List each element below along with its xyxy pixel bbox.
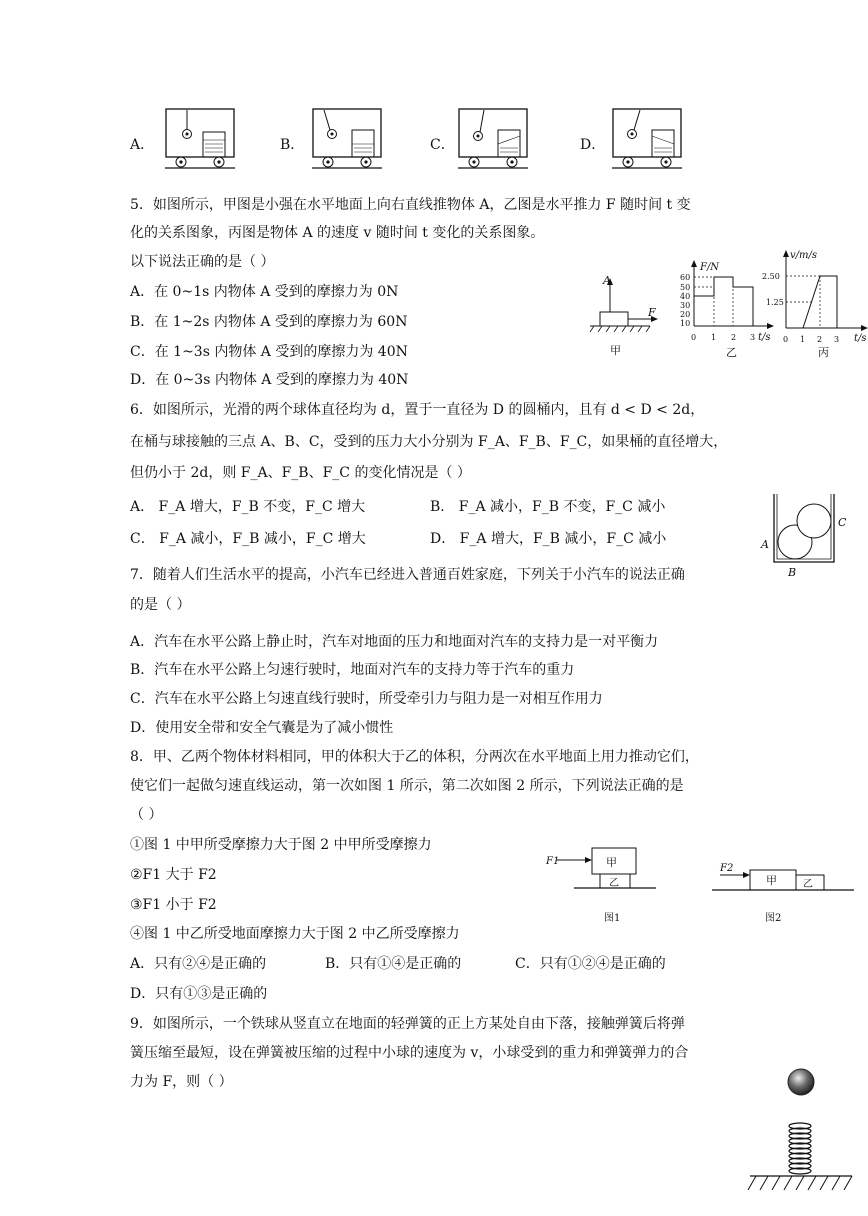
q8-figure-2 xyxy=(710,845,860,925)
q7-option-a[interactable]: A．汽车在水平公路上静止时，汽车对地面的压力和地面对汽车的支持力是一对平衡力 xyxy=(130,634,659,650)
q9-figure-spring xyxy=(746,1066,856,1196)
q7-option-d[interactable]: D．使用安全带和安全气囊是为了减小惯性 xyxy=(130,720,394,736)
q5-yi-ylabel: F/N xyxy=(700,262,720,273)
q8-line-2: 使它们一起做匀速直线运动，第一次如图 1 所示，第二次如图 2 所示，下列说法正确的是 xyxy=(130,778,684,794)
q8-figure-1 xyxy=(544,845,674,925)
q4-option-b[interactable]: B． xyxy=(280,137,305,153)
svg-text:1.25: 1.25 xyxy=(766,298,784,307)
q4-option-c[interactable]: C． xyxy=(430,137,455,153)
q6-option-c[interactable]: C． F_A 减小，F_B 减小，F_C 增大 xyxy=(130,531,366,547)
svg-text:20: 20 xyxy=(680,310,691,319)
q4-figure-d xyxy=(612,108,682,170)
svg-text:2.50: 2.50 xyxy=(762,272,780,281)
q5-jia-caption: 甲 xyxy=(610,344,621,357)
q5-figure-jia xyxy=(588,274,668,358)
q6-label-c: C xyxy=(838,516,847,529)
q6-line-3: 但仍小于 2d，则 F_A、F_B、F_C 的变化情况是（ ） xyxy=(130,465,471,481)
q4-figure-b xyxy=(312,108,382,170)
q4-figure-a xyxy=(165,108,235,170)
q8-fig1-force: F1 xyxy=(546,856,560,867)
q8-option-d[interactable]: D．只有①③是正确的 xyxy=(130,986,268,1002)
q4-option-d[interactable]: D． xyxy=(580,137,606,153)
q6-option-b[interactable]: B． F_A 减小，F_B 不变，F_C 减小 xyxy=(430,499,666,515)
q7-option-b[interactable]: B．汽车在水平公路上匀速行驶时，地面对汽车的支持力等于汽车的重力 xyxy=(130,662,575,678)
q5-option-a[interactable]: A．在 0~1s 内物体 A 受到的摩擦力为 0N xyxy=(130,284,399,300)
q9-line-1: 9．如图所示，一个铁球从竖直立在地面的轻弹簧的正上方某处自由下落，接触弹簧后将弹 xyxy=(130,1016,685,1032)
q6-line-1: 6．如图所示，光滑的两个球体直径均为 d，置于一直径为 D 的圆桶内，且有 d < D < 2d， xyxy=(130,402,705,418)
q5-bing-caption: 丙 xyxy=(818,346,829,359)
svg-text:0: 0 xyxy=(691,333,697,342)
q6-figure-bucket xyxy=(760,492,850,582)
q5-bing-ylabel: v/m/s xyxy=(790,250,818,261)
q8-fig2-caption: 图2 xyxy=(765,913,782,924)
q5-option-d[interactable]: D．在 0~3s 内物体 A 受到的摩擦力为 40N xyxy=(130,372,409,388)
svg-text:2: 2 xyxy=(731,333,737,342)
q4-figure-c xyxy=(458,108,528,170)
q5-line-1: 5．如图所示，甲图是小强在水平地面上向右直线推物体 A，乙图是水平推力 F 随时间 t 变 xyxy=(130,197,691,213)
q8-statement-3: ③F1 小于 F2 xyxy=(130,897,217,913)
q5-option-c[interactable]: C．在 1~3s 内物体 A 受到的摩擦力为 40N xyxy=(130,344,408,360)
svg-text:2: 2 xyxy=(817,335,823,344)
q6-label-b: B xyxy=(788,566,797,579)
q8-line-1: 8．甲、乙两个物体材料相同，甲的体积大于乙的体积，分两次在水平地面上用力推动它们， xyxy=(130,749,699,765)
q4-option-a[interactable]: A． xyxy=(130,137,155,153)
q5-line-2: 化的关系图象，丙图是物体 A 的速度 v 随时间 t 变化的关系图象。 xyxy=(130,225,545,241)
q8-line-3: （ ） xyxy=(130,807,163,823)
svg-text:40: 40 xyxy=(680,292,691,301)
q8-fig2-left: 甲 xyxy=(766,874,777,887)
q8-option-a[interactable]: A．只有②④是正确的 xyxy=(130,956,267,972)
q5-jia-label-f: F xyxy=(648,306,656,319)
q7-line-1: 7．随着人们生活水平的提高，小汽车已经进入普通百姓家庭，下列关于小汽车的说法正确 xyxy=(130,567,685,583)
q8-fig1-caption: 图1 xyxy=(604,913,621,924)
q5-yi-xlabel: t/s xyxy=(758,332,771,343)
q6-line-2: 在桶与球接触的三点 A、B、C，受到的压力大小分别为 F_A、F_B、F_C，如果桶的直径增大， xyxy=(130,434,728,450)
q7-line-2: 的是（ ） xyxy=(130,597,191,613)
q8-statement-1: ①图 1 中甲所受摩擦力大于图 2 中甲所受摩擦力 xyxy=(130,837,432,853)
q5-figure-bing xyxy=(762,248,868,359)
q9-line-3: 力为 F，则（ ） xyxy=(130,1074,233,1090)
svg-text:50: 50 xyxy=(680,283,691,292)
svg-text:3: 3 xyxy=(750,333,756,342)
q5-option-b[interactable]: B．在 1~2s 内物体 A 受到的摩擦力为 60N xyxy=(130,314,408,330)
q5-yi-caption: 乙 xyxy=(726,346,737,359)
q6-label-a: A xyxy=(761,538,769,551)
q7-option-c[interactable]: C．汽车在水平公路上匀速直线行驶时，所受牵引力与阻力是一对相互作用力 xyxy=(130,691,603,707)
q5-jia-label-a: A xyxy=(603,274,611,287)
q6-option-d[interactable]: D． F_A 增大，F_B 减小，F_C 减小 xyxy=(430,531,667,547)
svg-text:1: 1 xyxy=(711,333,717,342)
svg-text:60: 60 xyxy=(680,273,691,282)
svg-text:3: 3 xyxy=(834,335,840,344)
q8-fig2-force: F2 xyxy=(720,863,734,874)
q8-fig1-bottom: 乙 xyxy=(609,878,619,889)
q8-statement-2: ②F1 大于 F2 xyxy=(130,867,217,883)
svg-text:30: 30 xyxy=(680,301,691,310)
q6-option-a[interactable]: A． F_A 增大，F_B 不变，F_C 增大 xyxy=(130,499,366,515)
q8-option-b[interactable]: B．只有①④是正确的 xyxy=(325,956,462,972)
q8-option-c[interactable]: C．只有①②④是正确的 xyxy=(515,956,666,972)
q8-fig2-right: 乙 xyxy=(803,879,813,890)
q5-bing-xlabel: t/s xyxy=(854,333,867,344)
svg-text:0: 0 xyxy=(783,335,789,344)
svg-text:1: 1 xyxy=(800,335,806,344)
q5-line-3: 以下说法正确的是（ ） xyxy=(130,254,275,270)
q9-line-2: 簧压缩至最短，设在弹簧被压缩的过程中小球的速度为 v，小球受到的重力和弹簧弹力的合 xyxy=(130,1045,689,1061)
q8-fig1-top: 甲 xyxy=(606,856,617,869)
q8-statement-4: ④图 1 中乙所受地面摩擦力大于图 2 中乙所受摩擦力 xyxy=(130,926,460,942)
q5-figure-yi xyxy=(676,260,776,360)
svg-text:10: 10 xyxy=(680,319,691,328)
